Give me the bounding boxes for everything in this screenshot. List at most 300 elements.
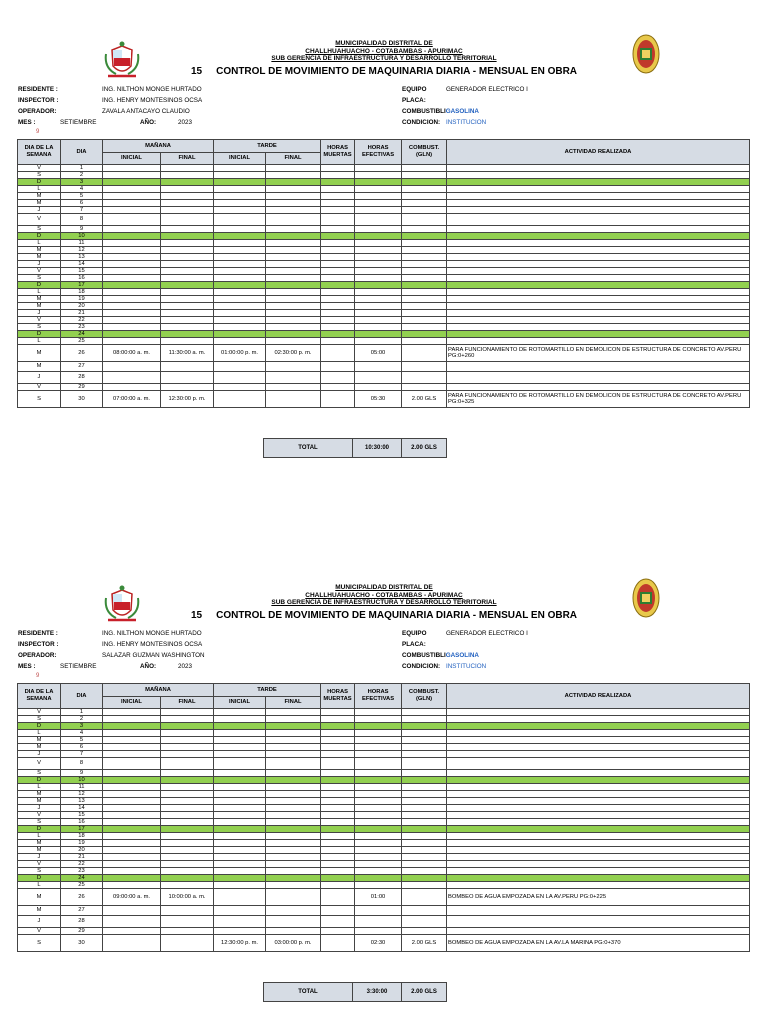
inspector-label: INSPECTOR : <box>18 641 59 648</box>
table-row <box>18 289 750 296</box>
machinery-table <box>17 139 750 408</box>
table-row <box>18 179 750 186</box>
activity-cell <box>447 716 750 723</box>
day-number-cell: 27 <box>61 906 103 916</box>
morning-start-cell <box>103 770 161 777</box>
activity-cell <box>447 784 750 791</box>
day-number-cell: 14 <box>61 261 103 268</box>
day-number-cell: 18 <box>61 289 103 296</box>
afternoon-end-cell <box>266 338 321 345</box>
morning-start-cell <box>103 247 161 254</box>
effective-hours-cell <box>355 289 402 296</box>
afternoon-end-cell <box>266 868 321 875</box>
col-tarde-final: FINAL <box>266 697 321 709</box>
inspector-value: ING. HENRY MONTESINOS OCSA <box>102 641 203 648</box>
fuel-cell <box>402 275 447 282</box>
table-row <box>18 716 750 723</box>
morning-start-cell <box>103 840 161 847</box>
morning-start-cell <box>103 179 161 186</box>
afternoon-end-cell <box>266 833 321 840</box>
afternoon-end-cell <box>266 916 321 928</box>
col-tarde-inicial: INICIAL <box>214 153 266 165</box>
fuel-cell <box>402 861 447 868</box>
day-number-cell: 15 <box>61 268 103 275</box>
day-of-week-cell: M <box>18 906 61 916</box>
afternoon-end-cell <box>266 847 321 854</box>
total-combustible: 2.00 GLS <box>402 983 447 1002</box>
col-actividad: ACTIVIDAD REALIZADA <box>447 684 750 709</box>
day-of-week-cell: L <box>18 730 61 737</box>
day-number-cell: 22 <box>61 861 103 868</box>
header-line-1: MUNICIPALIDAD DISTRITAL DE <box>335 584 433 591</box>
operador-value: SALAZAR GUZMAN WASHINGTON <box>102 652 205 659</box>
morning-start-cell <box>103 833 161 840</box>
day-number-cell: 9 <box>61 770 103 777</box>
afternoon-end-cell <box>266 372 321 384</box>
effective-hours-cell <box>355 819 402 826</box>
afternoon-start-cell <box>214 889 266 906</box>
morning-start-cell <box>103 275 161 282</box>
effective-hours-cell <box>355 200 402 207</box>
day-of-week-cell: S <box>18 324 61 331</box>
afternoon-end-cell <box>266 233 321 240</box>
effective-hours-cell <box>355 261 402 268</box>
activity-cell <box>447 165 750 172</box>
condicion-value: INSTITUCION <box>446 663 487 670</box>
afternoon-start-cell <box>214 275 266 282</box>
fuel-cell <box>402 214 447 226</box>
day-number-cell: 21 <box>61 310 103 317</box>
dead-hours-cell <box>321 744 355 751</box>
day-number-cell: 6 <box>61 744 103 751</box>
dead-hours-cell <box>321 372 355 384</box>
activity-cell <box>447 172 750 179</box>
fuel-cell <box>402 310 447 317</box>
afternoon-start-cell <box>214 916 266 928</box>
dead-hours-cell <box>321 854 355 861</box>
afternoon-end-cell <box>266 268 321 275</box>
operador-value: ZAVALA ANTACAYO CLAUDIO <box>102 108 190 115</box>
table-row <box>18 798 750 805</box>
day-number-cell: 14 <box>61 805 103 812</box>
activity-cell <box>447 840 750 847</box>
morning-end-cell: 10:00:00 a. m. <box>161 889 214 906</box>
day-of-week-cell: S <box>18 716 61 723</box>
day-number-cell: 29 <box>61 384 103 391</box>
page-mark: 9 <box>36 673 40 679</box>
afternoon-start-cell <box>214 331 266 338</box>
afternoon-start-cell <box>214 791 266 798</box>
activity-cell <box>447 819 750 826</box>
table-row <box>18 854 750 861</box>
day-number-cell: 11 <box>61 784 103 791</box>
morning-start-cell <box>103 805 161 812</box>
anio-value: 2023 <box>178 663 193 670</box>
table-row <box>18 916 750 928</box>
day-number-cell: 16 <box>61 275 103 282</box>
afternoon-end-cell <box>266 777 321 784</box>
afternoon-start-cell <box>214 362 266 372</box>
dead-hours-cell <box>321 331 355 338</box>
page-mark: 9 <box>36 129 40 135</box>
afternoon-end-cell <box>266 770 321 777</box>
dead-hours-cell <box>321 847 355 854</box>
fuel-cell <box>402 303 447 310</box>
table-row <box>18 805 750 812</box>
dead-hours-cell <box>321 214 355 226</box>
morning-end-cell <box>161 338 214 345</box>
morning-end-cell <box>161 716 214 723</box>
day-of-week-cell: D <box>18 723 61 730</box>
activity-cell <box>447 214 750 226</box>
dead-hours-cell <box>321 751 355 758</box>
afternoon-end-cell <box>266 826 321 833</box>
day-number-cell: 8 <box>61 214 103 226</box>
total-horas: 3:30:00 <box>353 983 402 1002</box>
effective-hours-cell <box>355 709 402 716</box>
afternoon-start-cell <box>214 840 266 847</box>
fuel-cell <box>402 889 447 906</box>
activity-cell <box>447 268 750 275</box>
activity-cell <box>447 882 750 889</box>
morning-start-cell <box>103 226 161 233</box>
effective-hours-cell <box>355 882 402 889</box>
afternoon-start-cell <box>214 240 266 247</box>
afternoon-end-cell <box>266 200 321 207</box>
day-of-week-cell: M <box>18 744 61 751</box>
effective-hours-cell <box>355 186 402 193</box>
activity-cell: PARA FUNCIONAMIENTO DE ROTOMARTILLO EN DEMOLICON DE ESTRUCTURA DE CONCRETO AV.PERU PG:0+260 <box>447 345 750 362</box>
col-manana: MAÑANA <box>103 684 214 697</box>
morning-end-cell <box>161 324 214 331</box>
fuel-cell <box>402 916 447 928</box>
header-line-2: CHALLHUAHUACHO - COTABAMBAS - APURIMAC <box>305 47 463 55</box>
day-number-cell: 27 <box>61 362 103 372</box>
morning-end-cell <box>161 840 214 847</box>
day-of-week-cell: J <box>18 310 61 317</box>
activity-cell <box>447 812 750 819</box>
activity-cell <box>447 854 750 861</box>
activity-cell <box>447 751 750 758</box>
mes-value: SETIEMBRE <box>60 663 97 670</box>
morning-start-cell <box>103 207 161 214</box>
morning-end-cell <box>161 935 214 952</box>
day-number-cell: 28 <box>61 916 103 928</box>
table-row <box>18 935 750 952</box>
dead-hours-cell <box>321 770 355 777</box>
day-of-week-cell: V <box>18 709 61 716</box>
table-row <box>18 784 750 791</box>
effective-hours-cell <box>355 916 402 928</box>
dead-hours-cell <box>321 709 355 716</box>
activity-cell <box>447 303 750 310</box>
activity-cell <box>447 247 750 254</box>
fuel-cell: 2.00 GLS <box>402 391 447 408</box>
equipo-value: GENERADOR ELECTRICO I <box>446 86 528 93</box>
afternoon-end-cell <box>266 875 321 882</box>
activity-cell <box>447 709 750 716</box>
day-of-week-cell: M <box>18 737 61 744</box>
dead-hours-cell <box>321 826 355 833</box>
morning-start-cell <box>103 861 161 868</box>
morning-start-cell <box>103 362 161 372</box>
morning-start-cell <box>103 331 161 338</box>
day-number-cell: 21 <box>61 854 103 861</box>
day-of-week-cell: D <box>18 875 61 882</box>
morning-end-cell <box>161 819 214 826</box>
day-number-cell: 5 <box>61 193 103 200</box>
effective-hours-cell <box>355 254 402 261</box>
table-row <box>18 338 750 345</box>
afternoon-end-cell <box>266 303 321 310</box>
effective-hours-cell <box>355 791 402 798</box>
dead-hours-cell <box>321 275 355 282</box>
mes-label: MES : <box>18 663 36 670</box>
dead-hours-cell <box>321 916 355 928</box>
effective-hours-cell <box>355 723 402 730</box>
morning-end-cell <box>161 186 214 193</box>
fuel-cell <box>402 784 447 791</box>
morning-start-cell <box>103 268 161 275</box>
fuel-cell <box>402 847 447 854</box>
col-tarde: TARDE <box>214 140 321 153</box>
morning-end-cell <box>161 826 214 833</box>
afternoon-end-cell <box>266 226 321 233</box>
dead-hours-cell <box>321 840 355 847</box>
morning-end-cell <box>161 770 214 777</box>
day-of-week-cell: J <box>18 854 61 861</box>
activity-cell <box>447 362 750 372</box>
day-of-week-cell: S <box>18 172 61 179</box>
fuel-cell <box>402 247 447 254</box>
col-horas-muertas: HORAS MUERTAS <box>321 140 355 165</box>
effective-hours-cell <box>355 303 402 310</box>
activity-cell <box>447 338 750 345</box>
dead-hours-cell <box>321 207 355 214</box>
afternoon-start-cell <box>214 819 266 826</box>
dead-hours-cell <box>321 935 355 952</box>
day-number-cell: 3 <box>61 179 103 186</box>
afternoon-start-cell <box>214 186 266 193</box>
afternoon-end-cell <box>266 282 321 289</box>
operador-label: OPERADOR: <box>18 108 57 115</box>
day-number-cell: 22 <box>61 317 103 324</box>
activity-cell <box>447 737 750 744</box>
fuel-cell <box>402 758 447 770</box>
afternoon-end-cell <box>266 812 321 819</box>
morning-end-cell <box>161 261 214 268</box>
activity-cell <box>447 868 750 875</box>
morning-start-cell: 09:00:00 a. m. <box>103 889 161 906</box>
day-of-week-cell: M <box>18 847 61 854</box>
combustible-label: COMBUSTIBLIGASOLINA <box>402 652 479 659</box>
day-number-cell: 15 <box>61 812 103 819</box>
morning-end-cell <box>161 812 214 819</box>
afternoon-start-cell <box>214 798 266 805</box>
afternoon-end-cell <box>266 798 321 805</box>
effective-hours-cell <box>355 317 402 324</box>
afternoon-start-cell <box>214 324 266 331</box>
table-body <box>18 165 750 408</box>
morning-end-cell <box>161 331 214 338</box>
afternoon-start-cell <box>214 179 266 186</box>
report-number: 15 <box>190 66 203 77</box>
afternoon-end-cell <box>266 384 321 391</box>
effective-hours-cell <box>355 275 402 282</box>
dead-hours-cell <box>321 254 355 261</box>
effective-hours-cell <box>355 193 402 200</box>
day-of-week-cell: V <box>18 268 61 275</box>
fuel-cell <box>402 296 447 303</box>
morning-start-cell: 08:00:00 a. m. <box>103 345 161 362</box>
combustible-value: GASOLINA <box>445 108 479 115</box>
morning-end-cell <box>161 165 214 172</box>
morning-end-cell <box>161 791 214 798</box>
afternoon-start-cell <box>214 784 266 791</box>
dead-hours-cell <box>321 268 355 275</box>
placa-label: PLACA: <box>402 97 426 104</box>
combustible-value: GASOLINA <box>445 652 479 659</box>
effective-hours-cell <box>355 172 402 179</box>
afternoon-start-cell <box>214 882 266 889</box>
day-of-week-cell: M <box>18 362 61 372</box>
afternoon-start-cell <box>214 737 266 744</box>
table-row <box>18 247 750 254</box>
afternoon-start-cell <box>214 770 266 777</box>
total-label: TOTAL <box>264 439 353 458</box>
residente-label: RESIDENTE : <box>18 630 58 637</box>
activity-cell <box>447 826 750 833</box>
table-row <box>18 758 750 770</box>
morning-start-cell <box>103 868 161 875</box>
table-row <box>18 233 750 240</box>
activity-cell <box>447 282 750 289</box>
effective-hours-cell: 02:30 <box>355 935 402 952</box>
effective-hours-cell <box>355 784 402 791</box>
afternoon-start-cell <box>214 812 266 819</box>
table-row <box>18 310 750 317</box>
fuel-cell <box>402 882 447 889</box>
morning-end-cell <box>161 317 214 324</box>
morning-start-cell <box>103 854 161 861</box>
afternoon-start-cell <box>214 868 266 875</box>
afternoon-start-cell: 12:30:00 p. m. <box>214 935 266 952</box>
afternoon-start-cell <box>214 875 266 882</box>
fuel-cell <box>402 331 447 338</box>
afternoon-start-cell <box>214 805 266 812</box>
effective-hours-cell <box>355 758 402 770</box>
afternoon-start-cell <box>214 214 266 226</box>
day-of-week-cell: L <box>18 882 61 889</box>
day-number-cell: 13 <box>61 254 103 261</box>
afternoon-end-cell <box>266 889 321 906</box>
morning-end-cell: 11:30:00 a. m. <box>161 345 214 362</box>
day-of-week-cell: M <box>18 254 61 261</box>
afternoon-end-cell <box>266 854 321 861</box>
fuel-cell <box>402 233 447 240</box>
totals-table <box>263 438 447 458</box>
anio-label: AÑO: <box>140 119 157 126</box>
morning-end-cell <box>161 709 214 716</box>
fuel-cell <box>402 819 447 826</box>
afternoon-start-cell <box>214 777 266 784</box>
effective-hours-cell <box>355 282 402 289</box>
table-body <box>18 709 750 952</box>
dead-hours-cell <box>321 777 355 784</box>
dead-hours-cell <box>321 906 355 916</box>
table-row <box>18 296 750 303</box>
day-number-cell: 28 <box>61 372 103 384</box>
fuel-cell <box>402 791 447 798</box>
afternoon-end-cell <box>266 751 321 758</box>
fuel-cell <box>402 172 447 179</box>
col-manana-inicial: INICIAL <box>103 153 161 165</box>
residente-value: ING. NILTHON MONGE HURTADO <box>102 86 202 93</box>
effective-hours-cell <box>355 240 402 247</box>
fuel-cell <box>402 798 447 805</box>
day-of-week-cell: S <box>18 391 61 408</box>
activity-cell <box>447 833 750 840</box>
morning-start-cell <box>103 165 161 172</box>
condicion-label: CONDICION: <box>402 119 441 126</box>
dead-hours-cell <box>321 812 355 819</box>
activity-cell <box>447 791 750 798</box>
morning-end-cell: 12:30:00 p. m. <box>161 391 214 408</box>
col-tarde-final: FINAL <box>266 153 321 165</box>
morning-end-cell <box>161 751 214 758</box>
morning-start-cell <box>103 928 161 935</box>
dead-hours-cell <box>321 737 355 744</box>
fuel-cell <box>402 282 447 289</box>
dead-hours-cell <box>321 240 355 247</box>
condicion-value: INSTITUCION <box>446 119 487 126</box>
activity-cell <box>447 186 750 193</box>
dead-hours-cell <box>321 289 355 296</box>
morning-start-cell <box>103 709 161 716</box>
table-row <box>18 165 750 172</box>
day-of-week-cell: M <box>18 200 61 207</box>
afternoon-start-cell <box>214 730 266 737</box>
afternoon-start-cell <box>214 317 266 324</box>
day-number-cell: 9 <box>61 226 103 233</box>
activity-cell <box>447 730 750 737</box>
morning-start-cell <box>103 324 161 331</box>
effective-hours-cell <box>355 338 402 345</box>
day-of-week-cell: D <box>18 282 61 289</box>
col-horas-efectivas: HORAS EFECTIVAS <box>355 684 402 709</box>
table-row <box>18 275 750 282</box>
effective-hours-cell <box>355 331 402 338</box>
fuel-cell <box>402 854 447 861</box>
fuel-cell <box>402 186 447 193</box>
afternoon-end-cell <box>266 317 321 324</box>
morning-end-cell <box>161 303 214 310</box>
fuel-cell <box>402 723 447 730</box>
dead-hours-cell <box>321 716 355 723</box>
activity-cell <box>447 324 750 331</box>
afternoon-start-cell <box>214 391 266 408</box>
day-number-cell: 11 <box>61 240 103 247</box>
effective-hours-cell <box>355 861 402 868</box>
activity-cell <box>447 928 750 935</box>
day-of-week-cell: L <box>18 833 61 840</box>
col-dia-semana: DIA DE LA SEMANA <box>18 140 61 165</box>
effective-hours-cell <box>355 833 402 840</box>
day-number-cell: 4 <box>61 186 103 193</box>
day-of-week-cell: J <box>18 916 61 928</box>
day-number-cell: 10 <box>61 233 103 240</box>
effective-hours-cell <box>355 875 402 882</box>
